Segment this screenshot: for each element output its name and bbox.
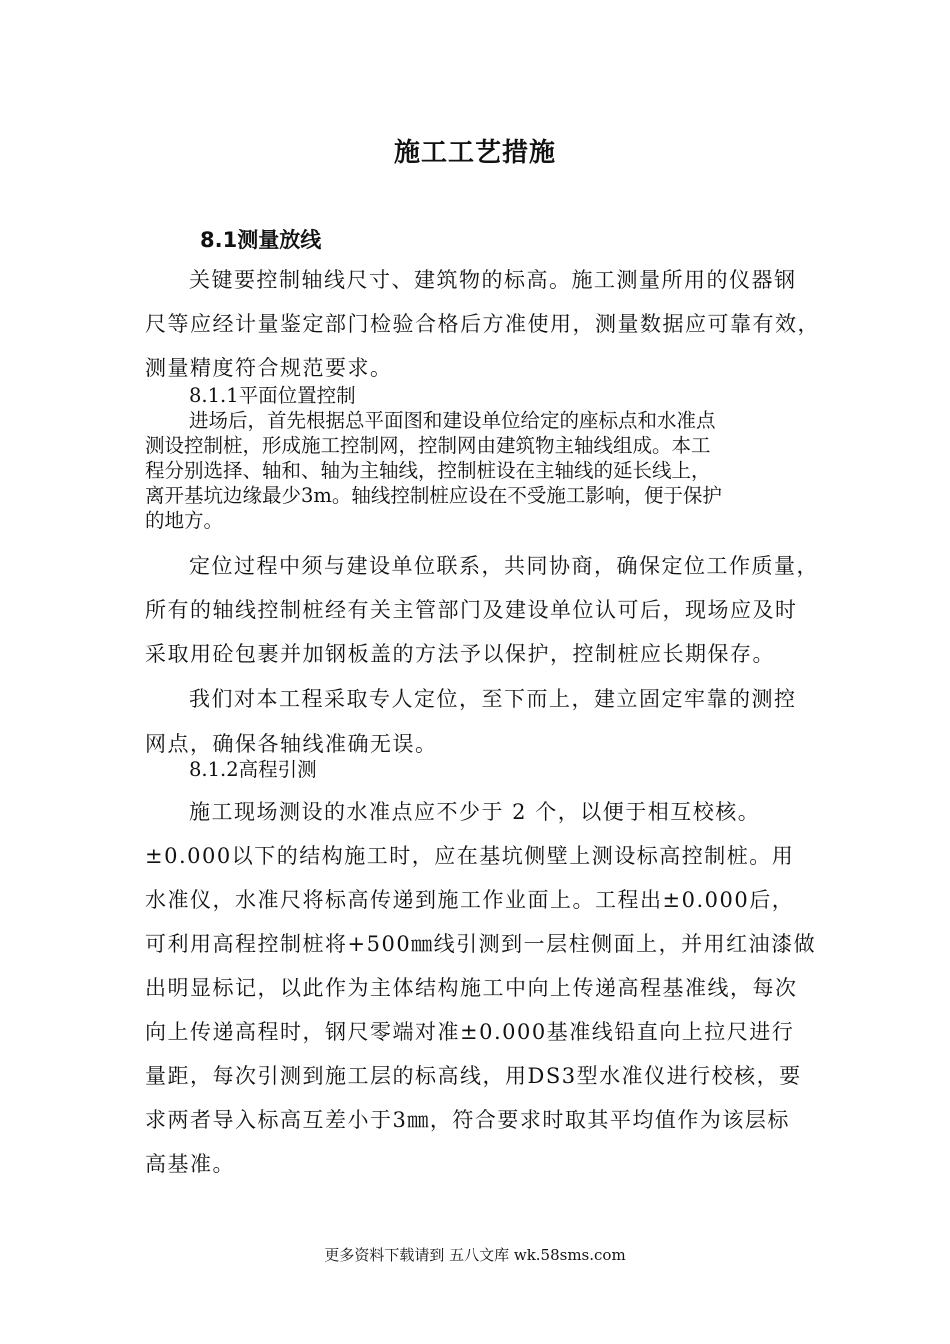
paragraph-line: 网点，确保各轴线准确无误。 xyxy=(145,732,438,756)
paragraph-line: 我们对本工程采取专人定位，至下而上，建立固定牢靠的测控 xyxy=(189,687,797,711)
paragraph-line: 施工现场测设的水准点应不少于 2 个，以便于相互校核。 xyxy=(189,800,761,824)
paragraph-line: 离开基坑边缘最少3m。轴线控制桩应设在不受施工影响，便于保护 xyxy=(145,484,722,507)
paragraph-line: 定位过程中须与建设单位联系，共同协商，确保定位工作质量， xyxy=(189,554,819,578)
paragraph-line: 程分别选择、轴和、轴为主轴线，控制桩设在主轴线的延长线上， xyxy=(145,459,711,482)
section-heading: 8.1测量放线 xyxy=(200,228,322,252)
paragraph-line: 采取用砼包裹并加钢板盖的方法予以保护，控制桩应长期保存。 xyxy=(145,642,775,666)
paragraph-line: 向上传递高程时，钢尺零端对准±0.000基准线铅直向上拉尺进行 xyxy=(145,1020,795,1044)
paragraph-line: 尺等应经计量鉴定部门检验合格后方准使用，测量数据应可靠有效， xyxy=(145,312,820,336)
paragraph-line: 可利用高程控制桩将+500㎜线引测到一层柱侧面上，并用红油漆做 xyxy=(145,932,817,956)
paragraph-line: 求两者导入标高互差小于3㎜，符合要求时取其平均值作为该层标 xyxy=(145,1108,790,1132)
document-title: 施工工艺措施 xyxy=(393,138,556,168)
paragraph-line: 关键要控制轴线尺寸、建筑物的标高。施工测量所用的仪器钢 xyxy=(189,268,797,292)
paragraph-line: 测量精度符合规范要求。 xyxy=(145,356,393,380)
paragraph-line: 高基准。 xyxy=(145,1152,235,1176)
paragraph-line: 水准仪，水准尺将标高传递到施工作业面上。工程出±0.000后， xyxy=(145,888,795,912)
paragraph-line: 测设控制桩，形成施工控制网，控制网由建筑物主轴线组成。本工 xyxy=(145,434,711,457)
paragraph-line: ±0.000以下的结构施工时，应在基坑侧壁上测设标高控制桩。用 xyxy=(145,844,795,868)
paragraph-line: 出明显标记，以此作为主体结构施工中向上传递高程基准线，每次 xyxy=(145,976,798,1000)
paragraph-line: 量距，每次引测到施工层的标高线，用DS3型水准仪进行校核，要 xyxy=(145,1064,802,1088)
subheading-plane-control: 8.1.1平面位置控制 xyxy=(189,384,356,407)
footer-link[interactable]: 更多资料下载请到 五八文库 wk.58sms.com xyxy=(324,1246,626,1264)
paragraph-line: 所有的轴线控制桩经有关主管部门及建设单位认可后，现场应及时 xyxy=(145,598,798,622)
subheading-elevation: 8.1.2高程引测 xyxy=(189,758,317,781)
paragraph-line: 的地方。 xyxy=(145,509,224,532)
paragraph-line: 进场后，首先根据总平面图和建设单位给定的座标点和水准点 xyxy=(189,409,716,432)
